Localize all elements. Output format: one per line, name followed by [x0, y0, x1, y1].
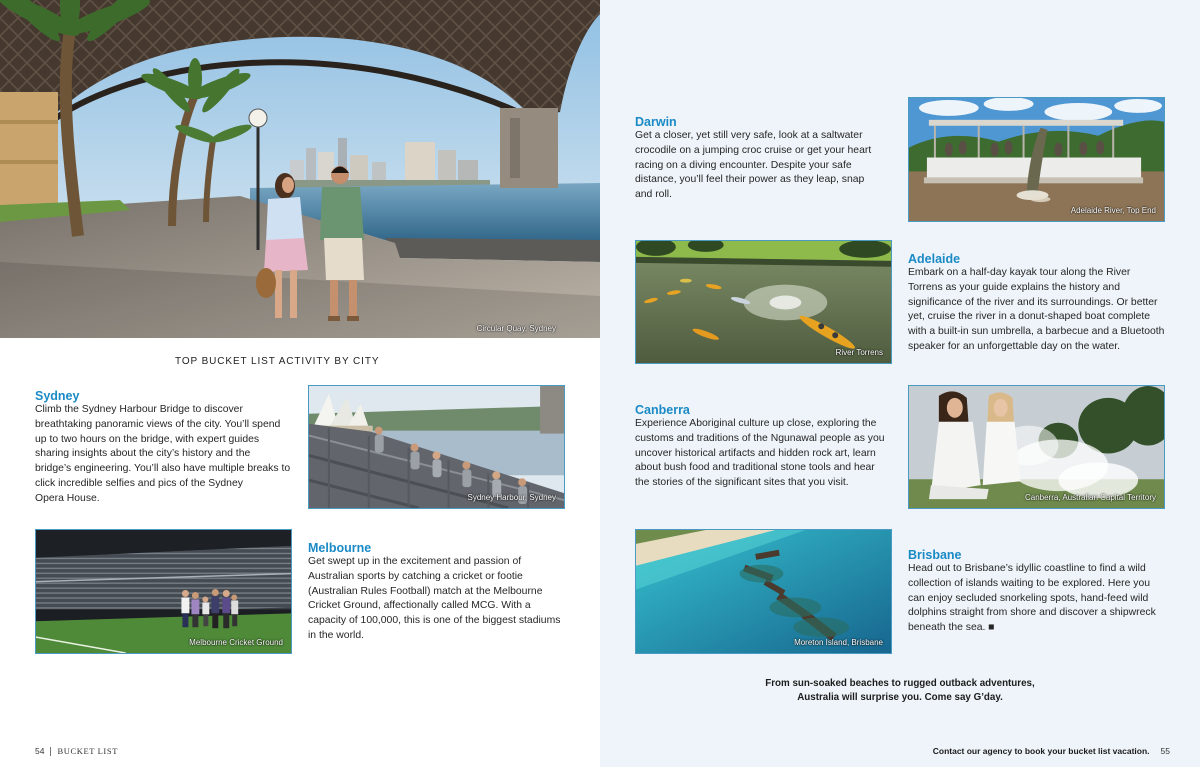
adelaide-river-photo [908, 97, 1165, 222]
kayak-tour-image [636, 241, 891, 363]
moreton-island-photo [635, 529, 892, 654]
text-line: Get swept up in the excitement and passion of [308, 556, 522, 567]
bridge-climb-image [309, 386, 564, 508]
text-line: about bush food and traditional stone tools and hear [635, 462, 875, 474]
hero-photo-caption: Circular Quay, Sydney [476, 324, 556, 333]
shipwreck-island-image [636, 530, 891, 653]
city-adelaide [908, 252, 1170, 355]
canberra-photo [908, 385, 1165, 509]
text-line: Cricket Ground, affectionally called MCG. With a [308, 600, 531, 612]
text-line: Climb the Sydney Harbour Bridge to discover [35, 404, 243, 415]
text-line: in the world. [308, 629, 365, 641]
text-line: collection of islands waiting to be explored. Here you [908, 577, 1151, 589]
city-description [908, 562, 1170, 636]
footer-section-name: BUCKET LIST [57, 746, 118, 756]
closing-statement [600, 677, 1200, 705]
text-line: can enjoy secluded snorkeling spots, hand-feed wild [908, 592, 1149, 604]
page-number-right: 55 [1160, 746, 1170, 756]
text-line: the stories of the significant sites that you visit. [635, 477, 849, 489]
photo-caption: Adelaide River, Top End [1070, 206, 1156, 215]
text-line: beneath the sea. ■ [908, 622, 995, 634]
text-line: bridge’s engineering. You’ll also have multiple breaks to [35, 463, 291, 475]
text-line: Australia will surprise you. Come say G’day. [797, 692, 1003, 703]
photo-caption: Sydney Harbour, Sydney [467, 493, 556, 502]
section-title: TOP BUCKET LIST ACTIVITY BY CITY [175, 356, 380, 367]
smoking-ceremony-image [909, 386, 1164, 508]
photo-caption: Moreton Island, Brisbane [794, 638, 883, 647]
footer-right [933, 745, 1170, 757]
hero-photo [0, 0, 600, 338]
text-line: capacity of 100,000, this is one of the biggest stadiums [308, 615, 561, 627]
melbourne-cricket-ground-photo [35, 529, 292, 654]
city-description [635, 417, 897, 491]
text-line: uncover historical artifacts and hidden rock art, learn [635, 447, 876, 459]
text-line: From sun-soaked beaches to rugged outback adventures, [765, 678, 1035, 689]
text-line: yet, cruise the river in a donut-shaped boat complete [908, 311, 1151, 323]
text-line: with a built-in sun umbrella, a barbecue and a Bluetooth [908, 326, 1165, 338]
text-line: significance of the river and its surroundings. Or better [908, 296, 1158, 308]
text-line: dolphins straight from shore and discover a shipwreck [908, 607, 1156, 619]
photo-caption: River Torrens [835, 348, 883, 357]
text-line: Head out to Brisbane’s idyllic coastline to find a wild [908, 563, 1146, 574]
text-line: crocodile on a jumping croc cruise or get your heart [635, 144, 872, 156]
city-description [35, 403, 297, 507]
text-line: Experience Aboriginal culture up close, exploring the [635, 418, 877, 429]
text-line: Opera House. [35, 492, 100, 504]
city-description [908, 266, 1170, 355]
text-line: click incredible selfies and pics of the Sydney [35, 477, 243, 489]
photo-caption: Melbourne Cricket Ground [189, 638, 283, 647]
page-number-left: 54 [35, 746, 45, 756]
city-heading: Melbourne [308, 541, 372, 555]
footer-left [35, 745, 118, 757]
city-heading: Canberra [635, 403, 690, 417]
city-melbourne [308, 541, 570, 644]
sydney-harbour-photo [308, 385, 565, 509]
city-description [308, 555, 570, 644]
text-line: distance, you’ll feel their power as they leap, snap [635, 174, 865, 186]
city-darwin [635, 115, 897, 203]
text-line: sharing insights about the city’s history and the [35, 448, 251, 460]
footer-divider [50, 747, 51, 756]
text-line: (Australian Rules Football) match at the Melbourne [308, 585, 543, 597]
city-heading: Brisbane [908, 548, 962, 562]
text-line: racing on a diving encounter. Despite your safe [635, 159, 852, 171]
stadium-image [36, 530, 291, 653]
text-line: customs and traditions of the Ngunawal people as you [635, 432, 885, 444]
text-line: breathtaking panoramic views of the city. You’ll spend [35, 418, 281, 430]
city-brisbane [908, 548, 1170, 636]
text-line: Get a closer, yet still very safe, look at a saltwater [635, 130, 863, 141]
text-line: Australian sports by catching a cricket or footie [308, 570, 523, 582]
city-canberra [635, 403, 897, 491]
photo-caption: Canberra, Australian Capital Territory [1024, 493, 1156, 502]
text-line: and roll. [635, 189, 672, 201]
city-heading: Sydney [35, 389, 80, 403]
river-torrens-photo [635, 240, 892, 364]
city-heading: Adelaide [908, 252, 961, 266]
city-sydney [35, 389, 297, 507]
text-line: Torrens as your guide explains the history and [908, 281, 1120, 293]
text-line: up to two hours on the bridge, with expert guides [35, 433, 260, 445]
text-line: speaker for an unforgettable day on the water. [908, 340, 1120, 352]
circular-quay-photo [0, 0, 600, 338]
city-description [635, 129, 897, 203]
text-line: Embark on a half-day kayak tour along the River [908, 267, 1131, 278]
city-heading: Darwin [635, 115, 677, 129]
footer-call-to-action: Contact our agency to book your bucket list vacation. [932, 746, 1150, 756]
croc-cruise-image [909, 98, 1164, 221]
